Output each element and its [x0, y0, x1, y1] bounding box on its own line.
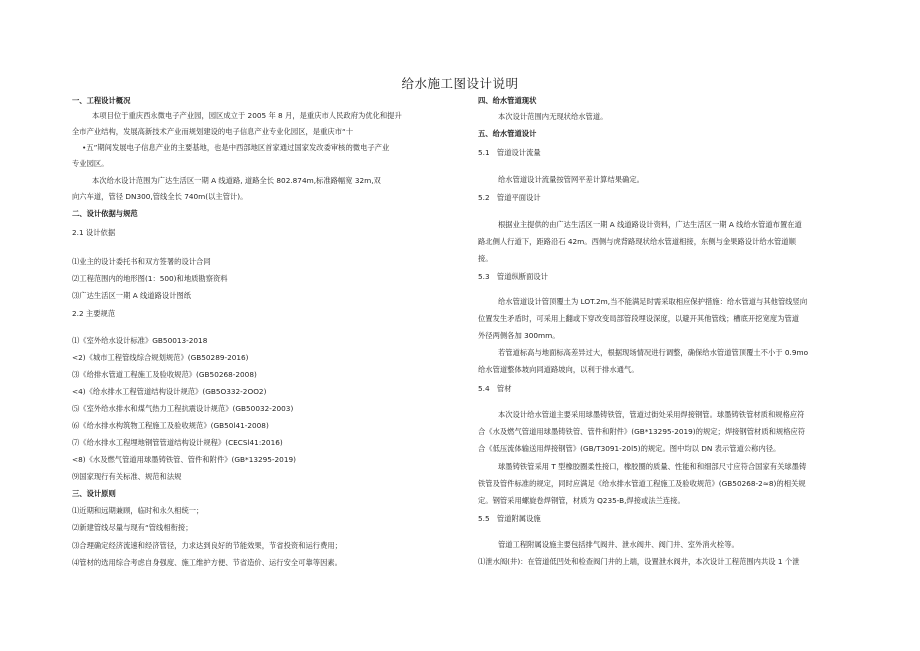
- subsection-heading: 5.5 管道附属设施: [478, 514, 541, 523]
- list-item: ⑴业主的设计委托书和双方签署的设计合同: [72, 257, 211, 266]
- subsection-heading: 5.2 管道平面设计: [478, 193, 541, 202]
- section-heading: 二、设计依据与规范: [72, 209, 138, 218]
- section-heading: 四、给水管道现状: [478, 96, 537, 105]
- list-item: ⑸《室外给水排水和煤气热力工程抗震设计规范》(GB50032-2003): [72, 404, 294, 413]
- paragraph-line: 若管道标高与地面标高差异过大，根据现场情况进行调整，确保给水管道管顶覆土不小于 0.9mo: [498, 348, 809, 357]
- paragraph-line: 给水管道设计管顶覆土为 LOT.2m,当不能满足时需采取相应保护措施：给水管道与其他管线竖向: [498, 297, 808, 306]
- paragraph-line: 铁管及管件标准的规定，同时应满足《给水排水管道工程施工及验收规范》(GB50268-2≈8)的相关规: [478, 479, 806, 488]
- paragraph-line: 本项目位于重庆西永微电子产业园，园区成立于 2005 年 8 月，是重庆市人民政府为优化和提升: [92, 111, 402, 120]
- list-item: ⑹《给水排水构筑物工程施工及验收规范》(GB50l41-2008): [72, 421, 269, 430]
- list-item: ⑶合理确定经济流速和经济管径，力求达到良好的节能效果，节省投资和运行费用；: [72, 541, 342, 550]
- list-item: ⑴《室外给水设计标准》GB50013-2018: [72, 336, 208, 345]
- paragraph-line: 根据业主提供的由广达生活区一期 A 线道路设计资料，广达生活区一期 A 线给水管道布置在道: [498, 220, 802, 229]
- list-item: ⑴近期和远期兼顾，临时和永久相统一；: [72, 506, 204, 515]
- paragraph-line: 球墨铸铁管采用 T 型橡胶圈柔性接口，橡胶圈的质量、性能和和细部尺寸应符合国家有关球墨铸: [498, 462, 807, 471]
- paragraph-line: 本次给水设计范围为广达生活区一期 A 线道路, 道路全长 802.874m,标准路幅宽 32m,双: [92, 176, 381, 185]
- list-item: <8)《水及燃气管道用球墨铸铁管、管件和附件》(GB*13295-2019): [72, 455, 296, 464]
- paragraph-line: 位置发生矛盾时，可采用上翻或下穿改变局部管段埋设深度，以避开其他管线；槽底开挖宽度为管道: [478, 314, 800, 323]
- paragraph-line: 本次设计给水管道主要采用球墨铸铁管，管道过街处采用焊接钢管。球墨铸铁管材质和规格应符: [498, 410, 805, 419]
- list-item: ⑷管材的选用综合考虑自身强度、施工维护方便、节省造价、运行安全可靠等因素。: [72, 558, 342, 567]
- paragraph-line: 合《低压流体输送用焊接钢管》(GB/T3091-20l5)的规定。图中均以 DN 表示管道公称内径。: [478, 444, 781, 453]
- paragraph-line: 本次设计范围内无现状给水管道。: [498, 112, 608, 121]
- list-item: ⑵工程范围内的地形图(1：500)和地质勘察资料: [72, 274, 228, 283]
- list-item: <2)《城市工程管线综合规划规范》(GB50289-2016): [72, 353, 249, 362]
- paragraph-line: 给水管道设计流量按管网平差计算结果确定。: [498, 175, 644, 184]
- paragraph-line: 路北侧人行道下，距路沿石 42m。西侧与虎背路现状给水管道相接，东侧与金果路设计给水管道顺: [478, 237, 796, 246]
- section-heading: 五、给水管道设计: [478, 129, 537, 138]
- paragraph-line: 管道工程附属设施主要包括排气阀井、泄水阀井、阀门井、室外消火栓等。: [498, 540, 739, 549]
- list-item: ⑺《给水排水工程埋地钢管管道结构设计规程》(CECSl41:2016): [72, 438, 283, 447]
- paragraph-line: 外径两侧各加 300mm。: [478, 331, 560, 340]
- subsection-heading: 5.4 管材: [478, 384, 512, 393]
- section-heading: 一、工程设计概况: [72, 96, 131, 105]
- paragraph-line: 向六车道，管径 DN300,管线全长 740m(以主管计)。: [72, 192, 248, 201]
- section-heading: 三、设计原则: [72, 489, 116, 498]
- paragraph-line: ⑴泄水阀(井)：在管道低凹处和检查阀门井的上端，设置泄水阀井，本次设计工程范围内共设 1 个泄: [478, 557, 800, 566]
- paragraph-line: 给水管道整体坡向同道路坡向，以利于排水通气。: [478, 365, 639, 374]
- subsection-heading: 2.1 设计依据: [72, 228, 116, 237]
- subsection-heading: 5.1 管道设计流量: [478, 148, 541, 157]
- list-item: ⑶《给排水管道工程施工及验收规范》(GB50268-2008): [72, 370, 257, 379]
- subsection-heading: 5.3 管道纵断面设计: [478, 272, 548, 281]
- paragraph-line: 合《水及燃气管道用球墨铸铁管、管件和附件》(GB*13295-2019)的规定；焊接钢管材质和规格应符: [478, 427, 806, 436]
- page-title: 给水施工图设计说明: [401, 76, 519, 91]
- list-item: ⑶广达生活区一期 A 线道路设计图纸: [72, 291, 192, 300]
- paragraph-line: 全市产业结构，发展高新技术产业而规划建设的电子信息产业专业化园区，是重庆市“十: [72, 127, 354, 136]
- paragraph-line: 定。钢管采用螺旋卷焊钢管，材质为 Q235-B,焊接或法兰连接。: [478, 496, 685, 505]
- paragraph-line: 专业园区。: [72, 159, 109, 168]
- list-item: ⑼国家现行有关标准、规范和法规: [72, 472, 182, 481]
- list-item: <4)《给水排水工程管道结构设计规范》(GB5O332-2OO2): [72, 387, 267, 396]
- subsection-heading: 2.2 主要规范: [72, 309, 116, 318]
- paragraph-line: •五”期间发展电子信息产业的主要基地，也是中西部地区首家通过国家发改委审核的微电子产业: [82, 143, 390, 152]
- paragraph-line: 接。: [478, 254, 493, 263]
- list-item: ⑵新建管线尽量与现有“管线相衔接；: [72, 523, 193, 532]
